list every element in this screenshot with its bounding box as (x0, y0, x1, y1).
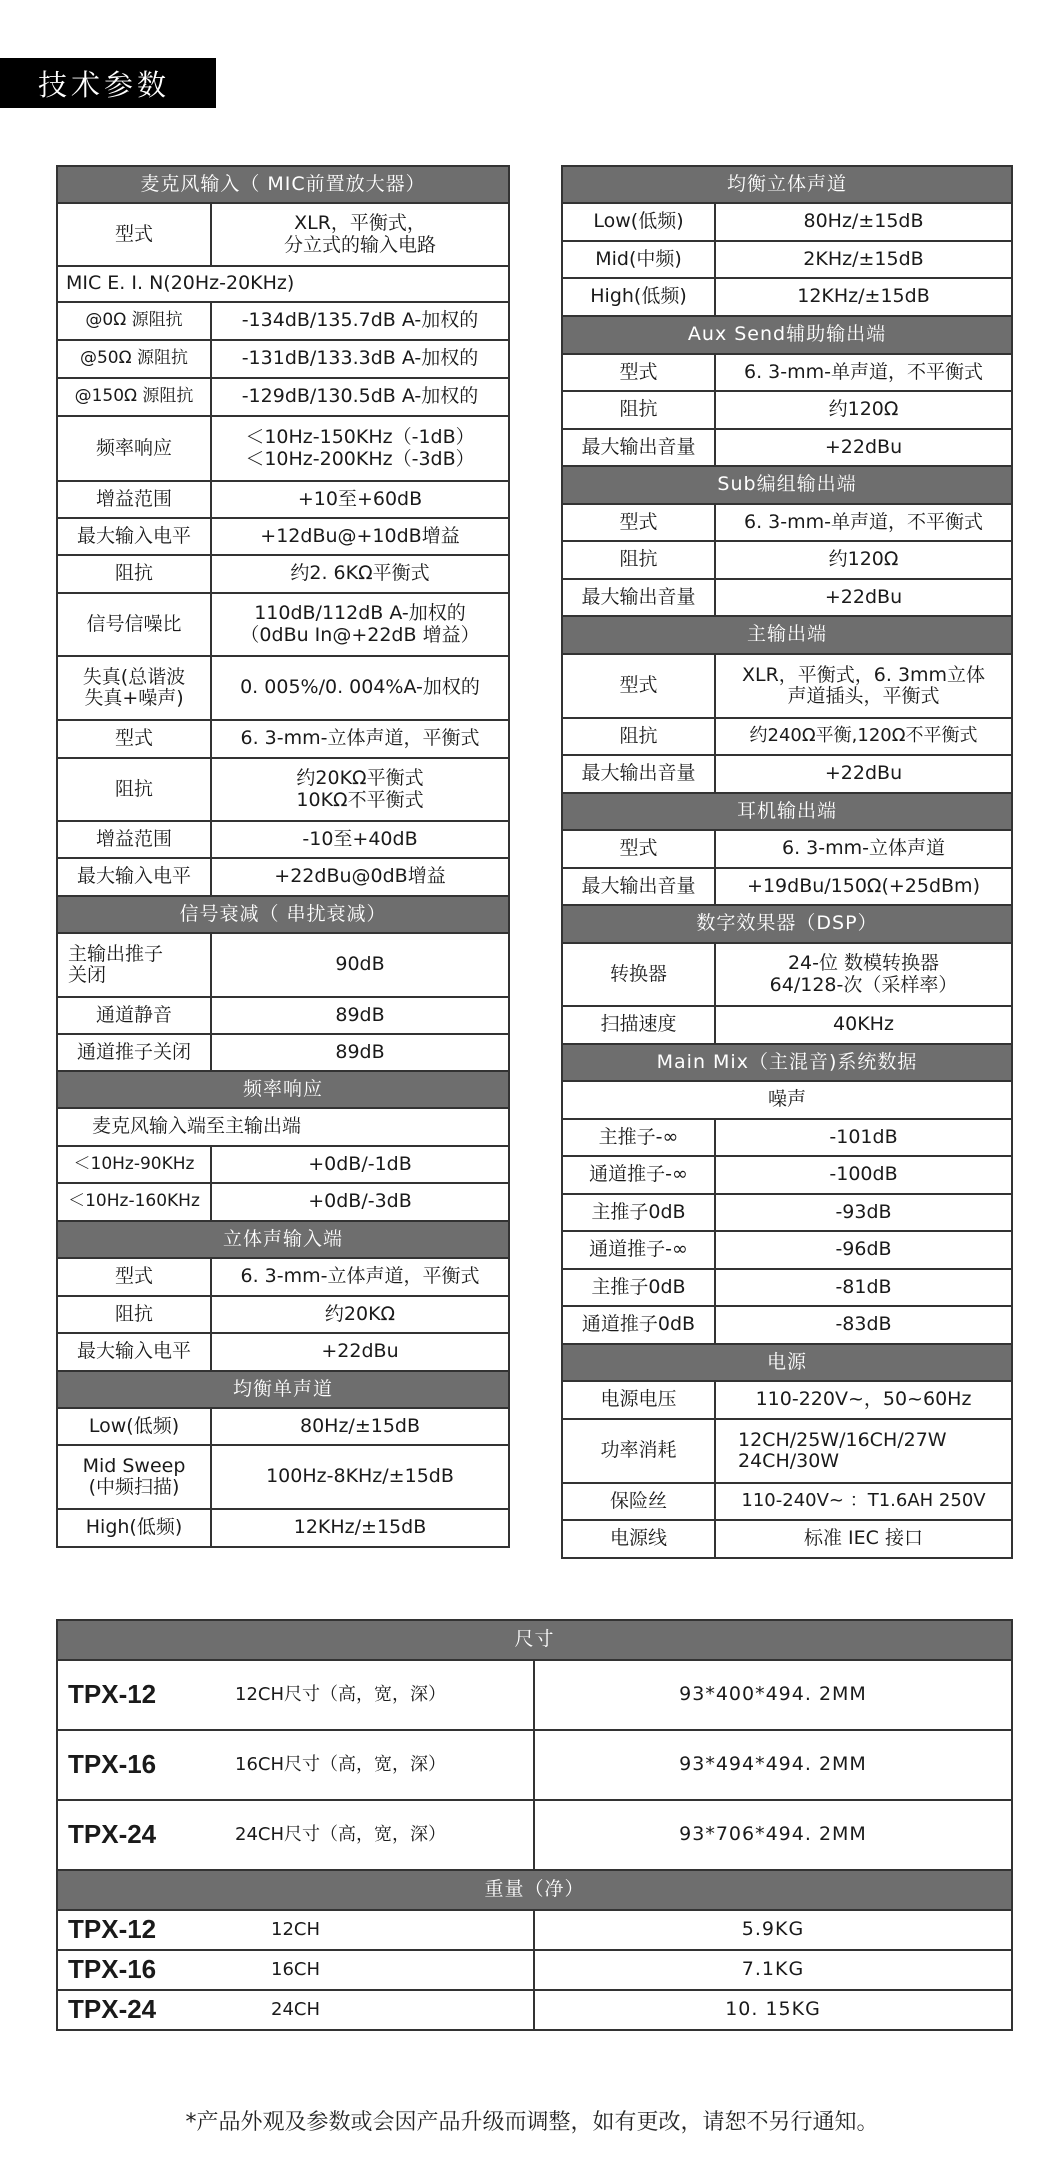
spec-label: 型式 (57, 203, 211, 266)
eq-stereo-header: 均衡立体声道 (562, 166, 1012, 203)
spec-value: 约20KΩ平衡式 10KΩ不平衡式 (211, 758, 509, 821)
spec-value: 6. 3-mm-单声道，不平衡式 (715, 504, 1012, 541)
spec-label: 阻抗 (562, 718, 715, 755)
spec-value: XLR，平衡式，6. 3mm立体 声道插头，平衡式 (715, 654, 1012, 718)
spec-value: -101dB (715, 1119, 1012, 1156)
spec-value: 24-位 数模转换器 64/128-次（采样率） (715, 943, 1012, 1006)
spec-value: 110dB/112dB A-加权的 （0dBu In@+22dB 增益） (211, 593, 509, 656)
spec-label: 主推子-∞ (562, 1119, 715, 1156)
spec-value: -131dB/133.3dB A-加权的 (211, 340, 509, 378)
dimension-value: 93*706*494. 2MM (534, 1800, 1012, 1870)
spec-value: -129dB/130.5dB A-加权的 (211, 378, 509, 416)
spec-label: 电源电压 (562, 1381, 715, 1419)
spec-label: 通道推子-∞ (562, 1231, 715, 1269)
model-name: TPX-24 (57, 1800, 235, 1870)
freq-response-sub: 麦克风输入端至主输出端 (57, 1108, 509, 1146)
dimension-value: 93*494*494. 2MM (534, 1730, 1012, 1800)
spec-value: +19dBu/150Ω(+25dBm) (715, 868, 1012, 905)
spec-label: High(低频) (57, 1509, 211, 1547)
spec-label: 主输出推子 关闭 (57, 933, 211, 997)
spec-label: Mid(中频) (562, 241, 715, 278)
spec-value: -10至+40dB (211, 821, 509, 858)
spec-label: @150Ω 源阻抗 (57, 378, 211, 416)
sub-output-header: Sub编组输出端 (562, 466, 1012, 504)
weight-value: 7.1KG (534, 1950, 1012, 1990)
headphone-output-header: 耳机输出端 (562, 793, 1012, 830)
spec-value: -81dB (715, 1269, 1012, 1306)
spec-value: +22dBu (715, 755, 1012, 793)
spec-label: 信号信噪比 (57, 593, 211, 656)
spec-value: 12CH/25W/16CH/27W 24CH/30W (715, 1419, 1012, 1483)
spec-value: 90dB (211, 933, 509, 997)
spec-label: 最大输出音量 (562, 579, 715, 616)
spec-label: 最大输出音量 (562, 868, 715, 905)
spec-label: 最大输出音量 (562, 429, 715, 466)
spec-value: 约20KΩ (211, 1296, 509, 1333)
page-title: 技术参数 (0, 58, 216, 108)
main-mix-header: Main Mix（主混音)系统数据 (562, 1044, 1012, 1081)
channel-count: 12CH (235, 1910, 534, 1950)
channel-count: 24CH (235, 1990, 534, 2030)
spec-label: 阻抗 (562, 391, 715, 429)
right-spec-table (561, 165, 1013, 1559)
spec-label: 型式 (562, 504, 715, 541)
spec-label: 最大输入电平 (57, 518, 211, 555)
spec-label: 主推子0dB (562, 1194, 715, 1231)
spec-label: 阻抗 (562, 541, 715, 579)
spec-label: 最大输入电平 (57, 1333, 211, 1371)
spec-label: Mid Sweep (中频扫描) (57, 1445, 211, 1509)
weight-value: 5.9KG (534, 1910, 1012, 1950)
spec-value: +22dBu@0dB增益 (211, 858, 509, 896)
spec-value: 89dB (211, 997, 509, 1034)
spec-value: XLR，平衡式， 分立式的输入电路 (211, 203, 509, 266)
power-header: 电源 (562, 1344, 1012, 1381)
spec-value: 0. 005%/0. 004%A-加权的 (211, 656, 509, 720)
spec-value: -100dB (715, 1156, 1012, 1194)
spec-value: 12KHz/±15dB (715, 278, 1012, 316)
spec-value: -96dB (715, 1231, 1012, 1269)
spec-label: 阻抗 (57, 1296, 211, 1333)
spec-label: 电源线 (562, 1520, 715, 1558)
spec-value: ＜10Hz-150KHz（-1dB） ＜10Hz-200KHz（-3dB） (211, 416, 509, 481)
main-output-header: 主输出端 (562, 616, 1012, 654)
spec-label: 增益范围 (57, 821, 211, 858)
spec-value: 标准 IEC 接口 (715, 1520, 1012, 1558)
spec-label: 型式 (562, 830, 715, 868)
spec-label: 最大输入电平 (57, 858, 211, 896)
spec-value: 100Hz-8KHz/±15dB (211, 1445, 509, 1509)
spec-label: Low(低频) (57, 1408, 211, 1445)
left-spec-table (56, 165, 510, 1548)
spec-value: -134dB/135.7dB A-加权的 (211, 302, 509, 340)
disclaimer-footnote: *产品外观及参数或会因产品升级而调整，如有更改，请恕不另行通知。 (185, 2110, 879, 2135)
dimension-desc: 24CH尺寸（高，宽，深） (235, 1800, 534, 1870)
spec-label: 阻抗 (57, 555, 211, 593)
weight-value: 10. 15KG (534, 1990, 1012, 2030)
spec-value: -83dB (715, 1306, 1012, 1344)
spec-label: Low(低频) (562, 203, 715, 241)
spec-label: 功率消耗 (562, 1419, 715, 1483)
model-name: TPX-24 (57, 1990, 235, 2030)
model-name: TPX-12 (57, 1660, 235, 1730)
spec-label: 扫描速度 (562, 1006, 715, 1044)
spec-label: 型式 (562, 654, 715, 718)
dimension-value: 93*400*494. 2MM (534, 1660, 1012, 1730)
spec-label: 型式 (562, 354, 715, 391)
dimension-desc: 16CH尺寸（高，宽，深） (235, 1730, 534, 1800)
spec-label: High(低频) (562, 278, 715, 316)
mic-ein: MIC E. I. N(20Hz-20KHz) (57, 266, 509, 302)
spec-value: 40KHz (715, 1006, 1012, 1044)
model-name: TPX-16 (57, 1730, 235, 1800)
spec-value: +12dBu@+10dB增益 (211, 518, 509, 555)
weight-header: 重量（净） (57, 1870, 1012, 1910)
spec-value: +22dBu (211, 1333, 509, 1371)
spec-value: 89dB (211, 1034, 509, 1071)
spec-value: 110-240V~ ：T1.6AH 250V (715, 1483, 1012, 1520)
spec-label: 失真(总谐波 失真+噪声) (57, 656, 211, 720)
spec-value: 约120Ω (715, 541, 1012, 579)
model-name: TPX-12 (57, 1910, 235, 1950)
spec-value: 6. 3-mm-立体声道，平衡式 (211, 1258, 509, 1296)
spec-value: 2KHz/±15dB (715, 241, 1012, 278)
dsp-header: 数字效果器（DSP） (562, 905, 1012, 943)
spec-value: 约2. 6KΩ平衡式 (211, 555, 509, 593)
spec-label: 型式 (57, 720, 211, 758)
spec-label: 型式 (57, 1258, 211, 1296)
stereo-input-header: 立体声输入端 (57, 1221, 509, 1258)
spec-value: -93dB (715, 1194, 1012, 1231)
channel-count: 16CH (235, 1950, 534, 1990)
dimensions-weight-table (56, 1619, 1013, 2031)
spec-value: +0dB/-3dB (211, 1183, 509, 1221)
spec-label: 主推子0dB (562, 1269, 715, 1306)
spec-value: +22dBu (715, 429, 1012, 466)
dimension-desc: 12CH尺寸（高，宽，深） (235, 1660, 534, 1730)
spec-label: 通道推子关闭 (57, 1034, 211, 1071)
spec-label: @0Ω 源阻抗 (57, 302, 211, 340)
spec-label: ＜10Hz-160KHz (57, 1183, 211, 1221)
spec-value: +10至+60dB (211, 481, 509, 518)
spec-label: 保险丝 (562, 1483, 715, 1520)
spec-label: @50Ω 源阻抗 (57, 340, 211, 378)
spec-value: 约240Ω平衡,120Ω不平衡式 (715, 718, 1012, 755)
spec-value: 6. 3-mm-单声道，不平衡式 (715, 354, 1012, 391)
spec-label: 通道推子-∞ (562, 1156, 715, 1194)
spec-value: 80Hz/±15dB (211, 1408, 509, 1445)
eq-mono-header: 均衡单声道 (57, 1371, 509, 1408)
freq-response-header: 频率响应 (57, 1071, 509, 1108)
spec-value: 12KHz/±15dB (211, 1509, 509, 1547)
spec-value: 110-220V~，50~60Hz (715, 1381, 1012, 1419)
spec-label: 最大输出音量 (562, 755, 715, 793)
dimensions-header: 尺寸 (57, 1620, 1012, 1660)
spec-value: 6. 3-mm-立体声道 (715, 830, 1012, 868)
spec-label: 通道推子0dB (562, 1306, 715, 1344)
spec-label: 阻抗 (57, 758, 211, 821)
aux-send-header: Aux Send辅助输出端 (562, 316, 1012, 354)
spec-value: 约120Ω (715, 391, 1012, 429)
spec-value: 6. 3-mm-立体声道，平衡式 (211, 720, 509, 758)
noise-sub-header: 噪声 (562, 1081, 1012, 1119)
spec-label: 通道静音 (57, 997, 211, 1034)
spec-label: 频率响应 (57, 416, 211, 481)
spec-value: +22dBu (715, 579, 1012, 616)
spec-value: 80Hz/±15dB (715, 203, 1012, 241)
spec-label: 转换器 (562, 943, 715, 1006)
attenuation-header: 信号衰减（ 串扰衰减） (57, 896, 509, 933)
spec-label: ＜10Hz-90KHz (57, 1146, 211, 1183)
spec-value: +0dB/-1dB (211, 1146, 509, 1183)
spec-label: 增益范围 (57, 481, 211, 518)
model-name: TPX-16 (57, 1950, 235, 1990)
mic-input-header: 麦克风输入（ MIC前置放大器） (57, 166, 509, 203)
